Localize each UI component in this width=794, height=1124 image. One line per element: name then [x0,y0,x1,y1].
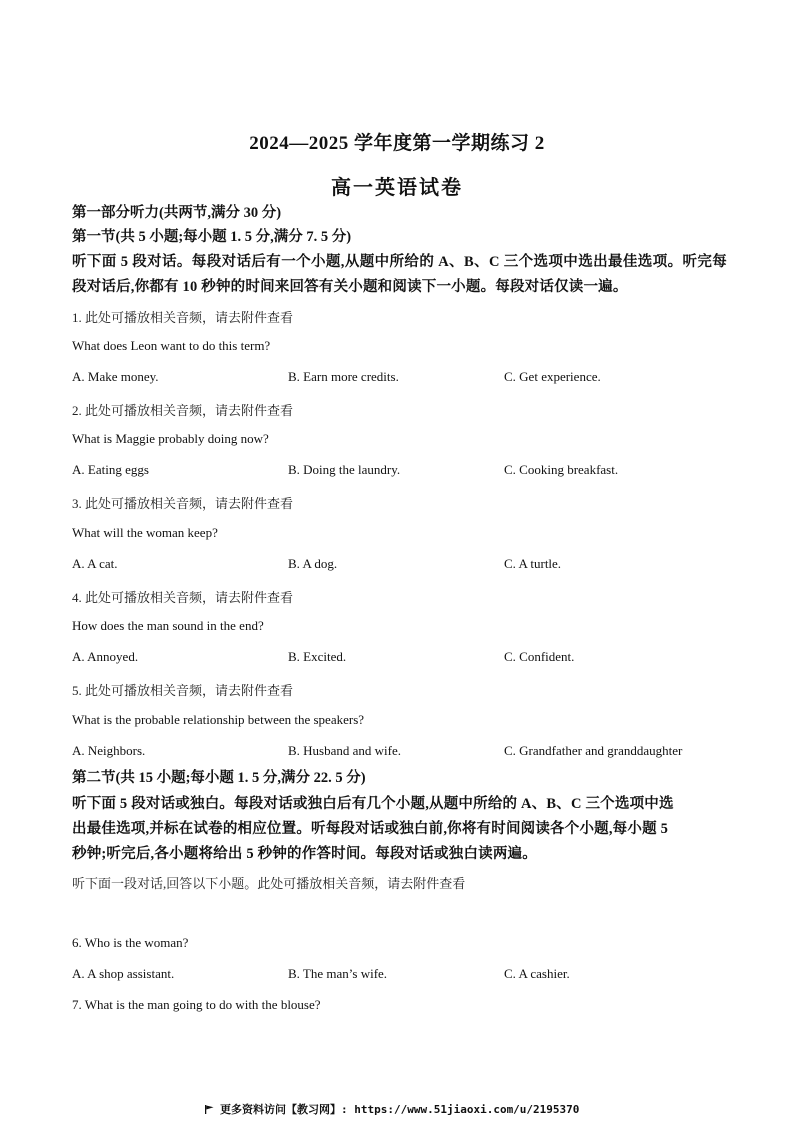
flag-icon [205,1105,214,1114]
option-a: A. A cat. [72,556,118,571]
option-b: B. Excited. [288,649,347,664]
option-c: C. A cashier. [504,966,570,981]
option-c: C. Confident. [504,649,575,664]
section2-heading: 第二节(共 15 小题;每小题 1. 5 分,满分 22. 5 分) [72,770,366,786]
section2-instructions-line: 听下面 5 段对话或独白。每段对话或独白后有几个小题,从题中所给的 A、B、C 三个选项中选 [72,796,674,812]
footer [205,1101,579,1117]
question-stem: What will the woman keep? [72,525,218,540]
question-stem: What is Maggie probably doing now? [72,431,269,446]
question-stem: 6. Who is the woman? [72,935,189,950]
audio-note: 1. 此处可播放相关音频，请去附件查看 [72,310,294,325]
audio-note: 4. 此处可播放相关音频，请去附件查看 [72,590,294,605]
section1-instructions: 听下面 5 段对话。每段对话后有一个小题,从题中所给的 A、B、C 三个选项中选出最佳选项。听完每段对话后,你都有 10 秒钟的时间来回答有关小题和阅读下一小题。每段对话仅读一遍。 [72,254,727,295]
option-c: C. Grandfather and granddaughter [504,743,683,758]
option-c: C. Get experience. [504,369,601,384]
option-a: A. Neighbors. [72,743,146,758]
audio-note: 3. 此处可播放相关音频，请去附件查看 [72,496,294,511]
option-c: C. A turtle. [504,556,562,571]
question-stem: What is the probable relationship between the speakers? [72,712,365,727]
option-a: A. Annoyed. [72,649,139,664]
audio-note: 2. 此处可播放相关音频，请去附件查看 [72,403,294,418]
section2-instructions-line: 出最佳选项,并标在试卷的相应位置。听每段对话或独白前,你将有时间阅读各个小题,每小题 5 [72,821,669,837]
option-b: B. The man’s wife. [288,966,388,981]
part1-heading: 第一部分听力(共两节,满分 30 分) [72,205,282,221]
section1-heading: 第一节(共 5 小题;每小题 1. 5 分,满分 7. 5 分) [72,229,352,245]
audio-note: 5. 此处可播放相关音频，请去附件查看 [72,683,294,698]
option-c: C. Cooking breakfast. [504,462,619,477]
audio-note: 听下面一段对话,回答以下小题。此处可播放相关音频，请去附件查看 [72,876,466,891]
section2-instructions-line: 秒钟;听完后,各小题将给出 5 秒钟的作答时间。每段对话或独白读两遍。 [72,846,537,862]
option-b: B. Husband and wife. [288,743,402,758]
question-stem: 7. What is the man going to do with the blouse? [72,997,321,1012]
exam-subtitle: 高一英语试卷 [331,177,463,199]
option-b: B. Earn more credits. [288,369,399,384]
option-a: A. Eating eggs [72,462,149,477]
option-a: A. A shop assistant. [72,966,175,981]
question-stem: How does the man sound in the end? [72,618,264,633]
option-b: B. A dog. [288,556,338,571]
option-b: B. Doing the laundry. [288,462,401,477]
exam-title: 2024—2025 学年度第一学期练习 2 [249,133,545,154]
option-a: A. Make money. [72,369,159,384]
footer-link[interactable]: 更多资料访问【教习网】: https://www.51jiaoxi.com/u/2195370 [220,1103,580,1116]
question-stem: What does Leon want to do this term? [72,338,271,353]
